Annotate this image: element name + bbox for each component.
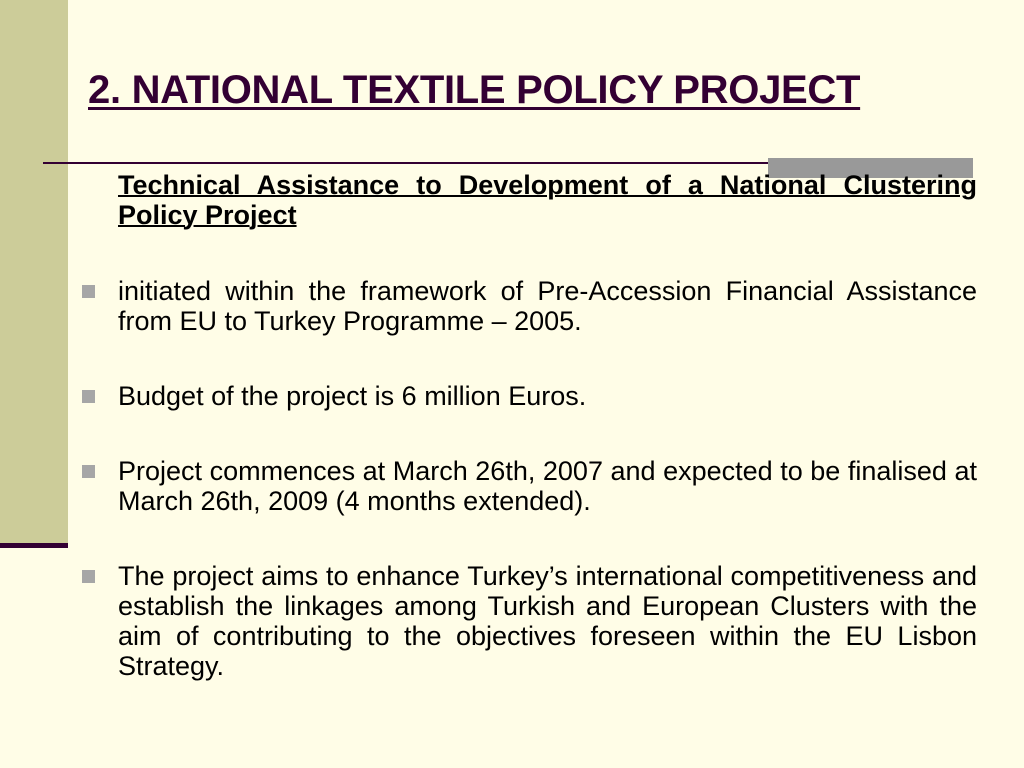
slide-title: 2. NATIONAL TEXTILE POLICY PROJECT (88, 68, 861, 112)
square-bullet-icon (82, 285, 95, 298)
left-decorative-bar (0, 0, 68, 543)
bullet-item (82, 456, 977, 516)
slide-content (82, 170, 977, 681)
slide-subtitle: Technical Assistance to Development of a National Clustering Policy Project (118, 170, 977, 230)
bullet-item (82, 276, 977, 336)
bullet-text: The project aims to enhance Turkey’s international competitiveness and establish the linkages among Turkish and European Clusters with the aim of contributing to the objectives foreseen within the EU Lisbon Strategy. (118, 561, 977, 681)
square-bullet-icon (82, 390, 95, 403)
bullet-text: initiated within the framework of Pre-Accession Financial Assistance from EU to Turkey Programme – 2005. (118, 276, 977, 336)
bullet-item (82, 381, 977, 411)
bullet-text: Project commences at March 26th, 2007 and expected to be finalised at March 26th, 2009 (4 months extended). (118, 456, 977, 516)
square-bullet-icon (82, 465, 95, 478)
bullet-list (82, 276, 977, 681)
square-bullet-icon (82, 570, 95, 583)
bullet-item (82, 561, 977, 681)
left-bar-accent (0, 543, 68, 548)
bullet-text: Budget of the project is 6 million Euros. (118, 381, 587, 411)
